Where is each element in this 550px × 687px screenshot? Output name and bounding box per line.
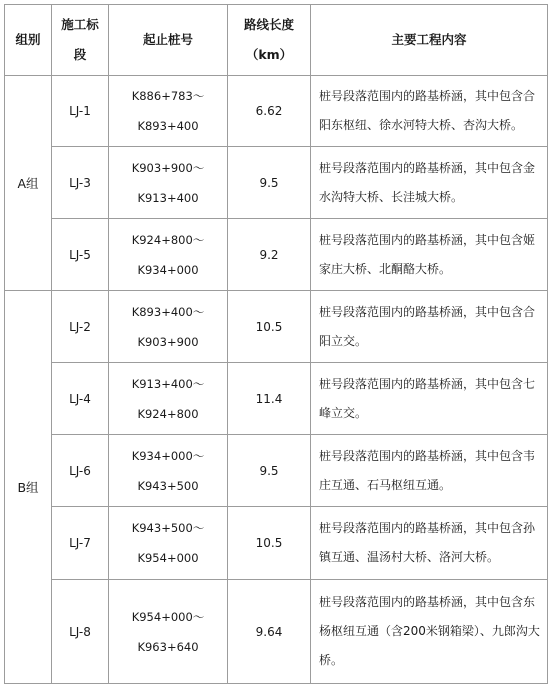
length-cell: 9.2 <box>228 219 311 291</box>
range-start: K893+400～ <box>131 304 205 319</box>
section-cell: LJ-7 <box>52 507 109 580</box>
length-cell: 11.4 <box>228 363 311 435</box>
length-cell: 9.5 <box>228 435 311 507</box>
section-cell: LJ-4 <box>52 363 109 435</box>
project-table <box>4 4 548 684</box>
content-cell: 桩号段落范围内的路基桥涵，其中包含姬家庄大桥、北酮酪大桥。 <box>311 219 548 291</box>
content-cell: 桩号段落范围内的路基桥涵，其中包含七峰立交。 <box>311 363 548 435</box>
range-start: K934+000～ <box>131 448 205 463</box>
header-section <box>52 5 109 76</box>
group-b-cell: B组 <box>5 291 52 684</box>
section-cell: LJ-8 <box>52 580 109 684</box>
length-cell: 6.62 <box>228 76 311 147</box>
range-cell <box>109 435 228 507</box>
content-cell: 桩号段落范围内的路基桥涵，其中包含孙镇互通、温汤村大桥、洛河大桥。 <box>311 507 548 580</box>
range-start: K886+783～ <box>131 89 205 103</box>
header-section-line1: 施工标 <box>61 17 99 32</box>
range-start: K924+800～ <box>131 232 205 247</box>
range-start: K913+400～ <box>131 376 205 391</box>
table-row <box>5 219 548 291</box>
header-content: 主要工程内容 <box>311 5 548 76</box>
range-cell <box>109 147 228 219</box>
section-cell: LJ-6 <box>52 435 109 507</box>
header-row <box>5 5 548 76</box>
table-row <box>5 76 548 147</box>
range-start: K903+900～ <box>131 160 205 175</box>
header-length <box>228 5 311 76</box>
table-row <box>5 435 548 507</box>
range-cell <box>109 507 228 580</box>
table-row <box>5 507 548 580</box>
group-a-cell: A组 <box>5 76 52 291</box>
range-end: K893+400 <box>137 119 199 133</box>
range-start: K943+500～ <box>131 521 205 535</box>
table-row <box>5 363 548 435</box>
content-cell: 桩号段落范围内的路基桥涵，其中包含合阳东枢纽、徐水河特大桥、杏沟大桥。 <box>311 76 548 147</box>
range-start: K954+000～ <box>131 609 205 624</box>
range-end: K924+800 <box>137 406 199 421</box>
content-cell: 桩号段落范围内的路基桥涵，其中包含金水沟特大桥、长洼城大桥。 <box>311 147 548 219</box>
header-length-line1: 路线长度 <box>243 17 294 32</box>
range-end: K913+400 <box>137 190 199 205</box>
table-row <box>5 580 548 684</box>
range-end: K943+500 <box>137 478 199 493</box>
range-end: K963+640 <box>137 639 199 654</box>
range-cell <box>109 76 228 147</box>
content-cell: 桩号段落范围内的路基桥涵，其中包含东杨枢纽互通（含200米钢箱梁）、九郎沟大桥。 <box>311 580 548 684</box>
range-cell <box>109 580 228 684</box>
section-cell: LJ-1 <box>52 76 109 147</box>
range-cell <box>109 363 228 435</box>
header-range: 起止桩号 <box>109 5 228 76</box>
range-end: K903+900 <box>137 334 199 349</box>
length-cell: 10.5 <box>228 291 311 363</box>
section-cell: LJ-3 <box>52 147 109 219</box>
content-cell: 桩号段落范围内的路基桥涵，其中包含韦庄互通、石马枢纽互通。 <box>311 435 548 507</box>
header-length-line2: （km） <box>245 47 293 62</box>
header-group: 组别 <box>5 5 52 76</box>
table-row <box>5 147 548 219</box>
range-cell <box>109 291 228 363</box>
table-row <box>5 291 548 363</box>
range-end: K934+000 <box>137 262 199 277</box>
section-cell: LJ-5 <box>52 219 109 291</box>
content-cell: 桩号段落范围内的路基桥涵，其中包含合阳立交。 <box>311 291 548 363</box>
length-cell: 10.5 <box>228 507 311 580</box>
length-cell: 9.5 <box>228 147 311 219</box>
section-cell: LJ-2 <box>52 291 109 363</box>
range-end: K954+000 <box>137 551 199 565</box>
length-cell: 9.64 <box>228 580 311 684</box>
header-section-line2: 段 <box>73 47 87 62</box>
range-cell <box>109 219 228 291</box>
